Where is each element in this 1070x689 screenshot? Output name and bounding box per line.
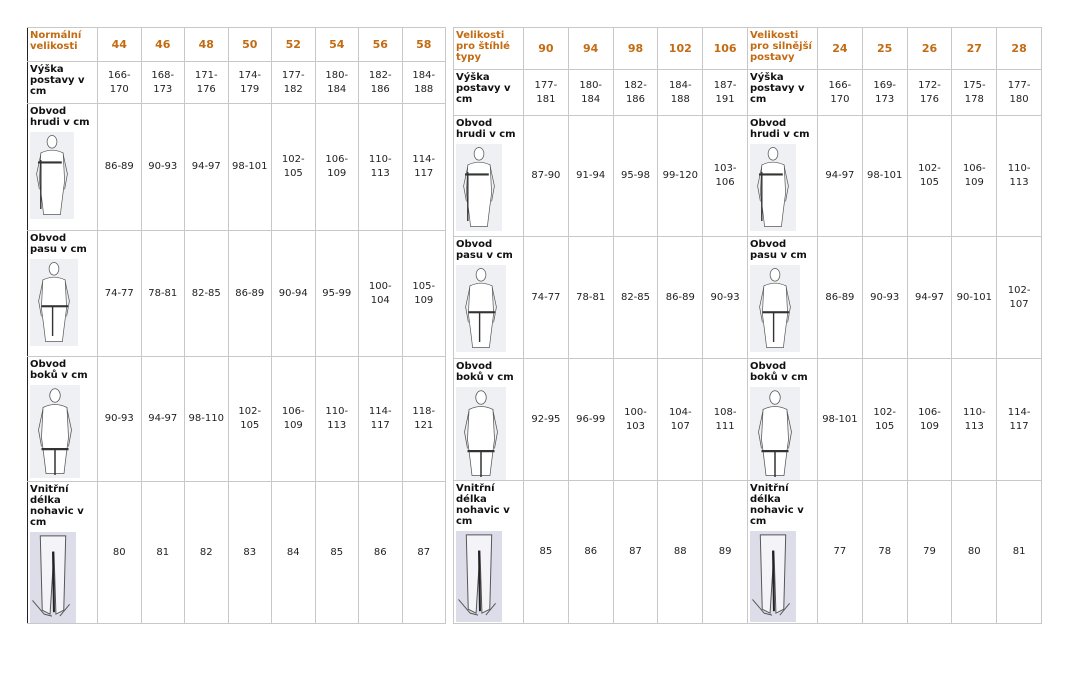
- size-label: 48: [185, 28, 229, 62]
- measurement-value: 98-101: [818, 359, 863, 481]
- measurement-value: 87: [613, 481, 658, 624]
- measurement-value: 86-89: [228, 231, 272, 357]
- measurement-value: 80: [952, 481, 997, 624]
- measurement-value: 102- 105: [862, 359, 907, 481]
- table-title: Normální velikosti: [28, 28, 98, 62]
- measurement-value: 77: [818, 481, 863, 624]
- size-label: 58: [402, 28, 446, 62]
- measurement-value: 104- 107: [658, 359, 703, 481]
- measurement-row: [748, 237, 1042, 359]
- measurement-value: 74-77: [524, 237, 569, 359]
- size-label: 28: [997, 28, 1042, 70]
- inseam-measure-legs-icon: [30, 532, 76, 623]
- measurement-value: 106- 109: [952, 116, 997, 237]
- measurement-row: [454, 237, 748, 359]
- chest-measure-figure-icon: [456, 144, 502, 231]
- measurement-value: 110- 113: [997, 116, 1042, 237]
- measurement-value: 166- 170: [818, 70, 863, 116]
- measurement-value: 91-94: [568, 116, 613, 237]
- measurement-value: 82-85: [613, 237, 658, 359]
- measurement-row: [28, 104, 446, 231]
- measurement-label-cell: [28, 62, 98, 104]
- waist-measure-figure-icon: [750, 265, 800, 352]
- hip-measure-figure-icon: [30, 385, 80, 478]
- measurement-label-cell: [454, 116, 524, 237]
- measurement-row: [454, 70, 748, 116]
- measurement-label-cell: [748, 116, 818, 237]
- measurement-value: 100- 104: [359, 231, 403, 357]
- size-label: 98: [613, 28, 658, 70]
- measurement-row: [748, 481, 1042, 624]
- size-table-stout: [747, 27, 1042, 624]
- measurement-value: 177- 181: [524, 70, 569, 116]
- measurement-row: [454, 116, 748, 237]
- measurement-label: Obvod pasu v cm: [750, 239, 807, 261]
- measurement-value: 102- 105: [907, 116, 952, 237]
- measurement-value: 90-93: [862, 237, 907, 359]
- size-header-row: [28, 28, 446, 62]
- size-label: 50: [228, 28, 272, 62]
- measurement-value: 84: [272, 482, 316, 624]
- measurement-label: Výška postavy v cm: [30, 64, 85, 97]
- waist-measure-figure-icon: [456, 265, 506, 352]
- measurement-value: 94-97: [141, 357, 185, 482]
- measurement-value: 87: [402, 482, 446, 624]
- measurement-value: 184- 188: [658, 70, 703, 116]
- measurement-value: 169- 173: [862, 70, 907, 116]
- measurement-row: [748, 70, 1042, 116]
- measurement-value: 102- 105: [272, 104, 316, 231]
- measurement-value: 102- 107: [997, 237, 1042, 359]
- measurement-value: 94-97: [907, 237, 952, 359]
- measurement-label: Obvod hrudi v cm: [30, 106, 90, 128]
- measurement-value: 108- 111: [703, 359, 748, 481]
- size-label: 54: [315, 28, 359, 62]
- measurement-value: 98-110: [185, 357, 229, 482]
- measurement-value: 105- 109: [402, 231, 446, 357]
- measurement-value: 175- 178: [952, 70, 997, 116]
- measurement-value: 92-95: [524, 359, 569, 481]
- measurement-label: Obvod hrudi v cm: [750, 118, 810, 140]
- measurement-value: 174- 179: [228, 62, 272, 104]
- measurement-value: 180- 184: [568, 70, 613, 116]
- measurement-label: Obvod pasu v cm: [30, 233, 87, 255]
- measurement-value: 110- 113: [952, 359, 997, 481]
- table-title: Velikosti pro štíhlé typy: [454, 28, 524, 70]
- measurement-value: 187- 191: [703, 70, 748, 116]
- measurement-value: 166- 170: [98, 62, 142, 104]
- measurement-label-cell: [28, 104, 98, 231]
- measurement-value: 81: [997, 481, 1042, 624]
- measurement-value: 86-89: [658, 237, 703, 359]
- chest-measure-figure-icon: [750, 144, 796, 231]
- waist-measure-figure-icon: [30, 259, 78, 346]
- size-label: 25: [862, 28, 907, 70]
- size-label: 94: [568, 28, 613, 70]
- measurement-label: Vnitřní délka nohavic v cm: [456, 483, 510, 527]
- size-label: 27: [952, 28, 997, 70]
- measurement-value: 110- 113: [359, 104, 403, 231]
- measurement-label: Obvod boků v cm: [456, 361, 514, 383]
- measurement-value: 79: [907, 481, 952, 624]
- size-label: 56: [359, 28, 403, 62]
- size-header-row: [748, 28, 1042, 70]
- size-label: 46: [141, 28, 185, 62]
- measurement-value: 90-101: [952, 237, 997, 359]
- size-label: 102: [658, 28, 703, 70]
- measurement-value: 96-99: [568, 359, 613, 481]
- measurement-value: 106- 109: [315, 104, 359, 231]
- measurement-label-cell: [454, 481, 524, 624]
- measurement-label: Vnitřní délka nohavic v cm: [30, 484, 84, 528]
- measurement-value: 89: [703, 481, 748, 624]
- measurement-row: [28, 62, 446, 104]
- measurement-row: [748, 116, 1042, 237]
- measurement-value: 88: [658, 481, 703, 624]
- measurement-value: 182- 186: [613, 70, 658, 116]
- measurement-row: [28, 231, 446, 357]
- measurement-value: 114- 117: [359, 357, 403, 482]
- hip-measure-figure-icon: [750, 387, 800, 480]
- measurement-value: 106- 109: [907, 359, 952, 481]
- measurement-value: 81: [141, 482, 185, 624]
- measurement-label-cell: [748, 481, 818, 624]
- measurement-label-cell: [454, 70, 524, 116]
- measurement-label: Obvod hrudi v cm: [456, 118, 516, 140]
- measurement-value: 80: [98, 482, 142, 624]
- hip-measure-figure-icon: [456, 387, 506, 480]
- measurement-value: 86: [568, 481, 613, 624]
- measurement-value: 86-89: [818, 237, 863, 359]
- measurement-value: 86: [359, 482, 403, 624]
- measurement-value: 83: [228, 482, 272, 624]
- size-label: 26: [907, 28, 952, 70]
- size-label: 106: [703, 28, 748, 70]
- measurement-value: 94-97: [818, 116, 863, 237]
- measurement-value: 110- 113: [315, 357, 359, 482]
- measurement-value: 95-98: [613, 116, 658, 237]
- measurement-value: 85: [524, 481, 569, 624]
- measurement-value: 177- 180: [997, 70, 1042, 116]
- size-label: 44: [98, 28, 142, 62]
- measurement-value: 90-93: [141, 104, 185, 231]
- measurement-value: 85: [315, 482, 359, 624]
- measurement-value: 114- 117: [402, 104, 446, 231]
- measurement-label: Výška postavy v cm: [456, 72, 511, 105]
- measurement-value: 114- 117: [997, 359, 1042, 481]
- measurement-value: 184- 188: [402, 62, 446, 104]
- measurement-value: 90-93: [98, 357, 142, 482]
- inseam-measure-legs-icon: [750, 531, 796, 622]
- measurement-label: Obvod boků v cm: [750, 361, 808, 383]
- measurement-value: 74-77: [98, 231, 142, 357]
- measurement-value: 78-81: [141, 231, 185, 357]
- measurement-value: 82-85: [185, 231, 229, 357]
- measurement-label-cell: [28, 482, 98, 624]
- table-title: Velikosti pro silnější postavy: [748, 28, 818, 70]
- measurement-label-cell: [28, 231, 98, 357]
- measurement-value: 98-101: [862, 116, 907, 237]
- measurement-value: 98-101: [228, 104, 272, 231]
- measurement-label: Vnitřní délka nohavic v cm: [750, 483, 804, 527]
- chest-measure-figure-icon: [30, 132, 74, 219]
- size-header-row: [454, 28, 748, 70]
- measurement-value: 82: [185, 482, 229, 624]
- measurement-value: 106- 109: [272, 357, 316, 482]
- measurement-row: [748, 359, 1042, 481]
- measurement-value: 177- 182: [272, 62, 316, 104]
- measurement-row: [28, 357, 446, 482]
- measurement-label-cell: [28, 357, 98, 482]
- measurement-value: 99-120: [658, 116, 703, 237]
- measurement-label: Výška postavy v cm: [750, 72, 805, 105]
- measurement-label: Obvod pasu v cm: [456, 239, 513, 261]
- measurement-label-cell: [748, 359, 818, 481]
- measurement-label-cell: [748, 237, 818, 359]
- measurement-value: 95-99: [315, 231, 359, 357]
- measurement-value: 180- 184: [315, 62, 359, 104]
- measurement-value: 171- 176: [185, 62, 229, 104]
- measurement-row: [28, 482, 446, 624]
- size-table-slim: [453, 27, 748, 624]
- measurement-value: 168- 173: [141, 62, 185, 104]
- measurement-label: Obvod boků v cm: [30, 359, 88, 381]
- measurement-label-cell: [748, 70, 818, 116]
- measurement-value: 90-93: [703, 237, 748, 359]
- measurement-value: 103- 106: [703, 116, 748, 237]
- measurement-label-cell: [454, 237, 524, 359]
- measurement-value: 182- 186: [359, 62, 403, 104]
- measurement-value: 90-94: [272, 231, 316, 357]
- size-label: 52: [272, 28, 316, 62]
- size-table-normal: [27, 27, 446, 624]
- size-label: 24: [818, 28, 863, 70]
- measurement-value: 94-97: [185, 104, 229, 231]
- measurement-value: 87-90: [524, 116, 569, 237]
- measurement-value: 86-89: [98, 104, 142, 231]
- measurement-row: [454, 481, 748, 624]
- measurement-value: 118- 121: [402, 357, 446, 482]
- measurement-label-cell: [454, 359, 524, 481]
- measurement-value: 102- 105: [228, 357, 272, 482]
- measurement-value: 100- 103: [613, 359, 658, 481]
- inseam-measure-legs-icon: [456, 531, 502, 622]
- measurement-value: 172- 176: [907, 70, 952, 116]
- measurement-value: 78-81: [568, 237, 613, 359]
- size-label: 90: [524, 28, 569, 70]
- measurement-value: 78: [862, 481, 907, 624]
- measurement-row: [454, 359, 748, 481]
